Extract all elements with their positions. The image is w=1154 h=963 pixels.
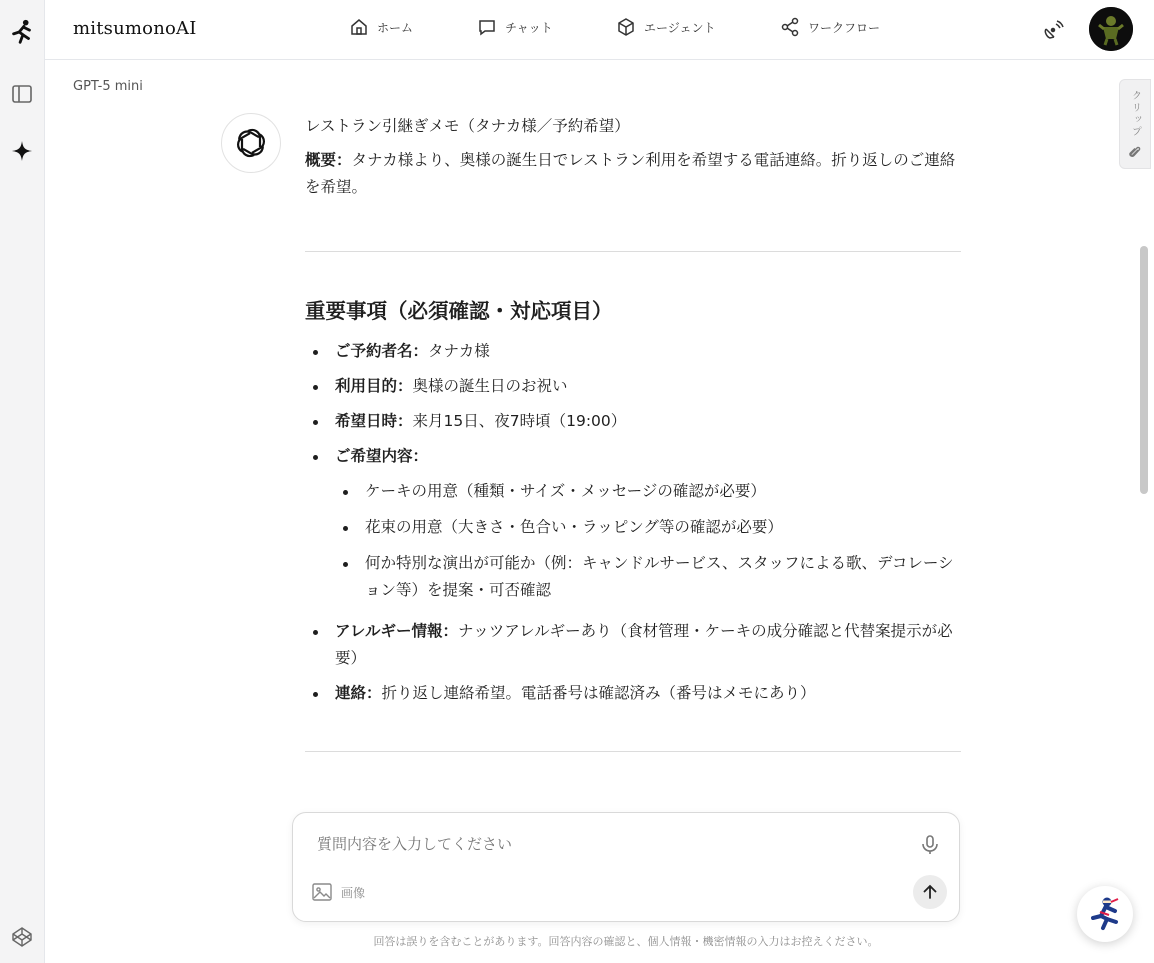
- nav-label: ワークフロー: [808, 20, 881, 35]
- chat-composer: [292, 812, 960, 922]
- chat-icon: [477, 17, 497, 37]
- item-label: 連絡：: [335, 684, 382, 702]
- clip-tab-label: クリップ: [1129, 90, 1141, 138]
- summary-text: タナカ様より、奥様の誕生日でレストラン利用を希望する電話連絡。折り返しのご連絡を希望。: [305, 151, 956, 196]
- nav-label: チャット: [505, 20, 553, 35]
- brand-name[interactable]: mitsumonoAI: [73, 18, 197, 39]
- assistant-message: [305, 113, 961, 752]
- sparkle-icon[interactable]: [8, 137, 36, 165]
- nav-workflow[interactable]: [780, 17, 880, 37]
- item-label: ご予約者名：: [335, 342, 429, 360]
- list-item: [305, 373, 961, 400]
- nav-label: ホーム: [377, 20, 414, 35]
- nav-home[interactable]: [349, 17, 413, 37]
- item-label: ご希望内容：: [335, 447, 429, 465]
- message-input[interactable]: [317, 835, 897, 853]
- requirements-list: [305, 338, 961, 707]
- summary: [305, 147, 961, 201]
- list-item: [305, 680, 961, 707]
- sub-list-item: ケーキの用意（種類・サイズ・メッセージの確認が必要）: [335, 478, 961, 505]
- arrow-up-icon: [921, 883, 939, 901]
- item-label: アレルギー情報：: [335, 622, 458, 640]
- send-button[interactable]: [913, 875, 947, 909]
- microphone-icon[interactable]: [918, 833, 942, 857]
- list-item: [305, 338, 961, 365]
- divider: [305, 251, 961, 252]
- ninja-mascot-icon: [1085, 894, 1125, 934]
- scrollbar-thumb[interactable]: [1140, 246, 1148, 494]
- item-label: 利用目的：: [335, 377, 413, 395]
- clip-tab[interactable]: [1119, 79, 1151, 169]
- openai-logo-icon: [232, 124, 270, 162]
- nav-label: エージェント: [644, 20, 716, 35]
- image-icon: [311, 881, 333, 903]
- satellite-icon[interactable]: [1039, 16, 1067, 44]
- help-ninja-button[interactable]: [1077, 886, 1133, 942]
- sub-list: [335, 478, 961, 604]
- section-heading: 重要事項（必須確認・対応項目）: [305, 299, 613, 323]
- item-value: 奥様の誕生日のお祝い: [412, 377, 568, 395]
- item-value: ナッツアレルギーあり（食材管理・ケーキの成分確認と代替案提示が必要）: [335, 622, 953, 667]
- item-value: 来月15日、夜7時頃（19:00）: [412, 412, 627, 430]
- divider: [305, 751, 961, 752]
- image-upload-button[interactable]: [311, 881, 365, 903]
- home-icon: [349, 17, 369, 37]
- codepen-icon[interactable]: [8, 923, 36, 951]
- paperclip-icon: [1128, 144, 1142, 160]
- top-header: [45, 0, 1154, 60]
- disclaimer: 回答は誤りを含むことがあります。回答内容の確認と、個人情報・機密情報の入力はお控えください。: [373, 935, 879, 948]
- image-button-label: 画像: [341, 885, 366, 900]
- item-value: タナカ様: [428, 342, 490, 360]
- left-rail: [0, 0, 45, 963]
- runner-logo-icon[interactable]: [8, 18, 36, 46]
- user-avatar[interactable]: [1089, 7, 1133, 51]
- sub-list-item: 何か特別な演出が可能か（例：キャンドルサービス、スタッフによる歌、デコレーション等）を提案・可否確認: [335, 550, 961, 604]
- list-item: [305, 618, 961, 672]
- item-label: 希望日時：: [335, 412, 413, 430]
- model-label[interactable]: GPT-5 mini: [73, 79, 143, 94]
- summary-label: 概要：: [305, 151, 352, 169]
- list-item: [305, 443, 961, 604]
- sub-list-item: 花束の用意（大きさ・色合い・ラッピング等の確認が必要）: [335, 514, 961, 541]
- nav-agent[interactable]: [616, 17, 716, 37]
- assistant-avatar: [221, 113, 281, 173]
- item-value: 折り返し連絡希望。電話番号は確認済み（番号はメモにあり）: [381, 684, 816, 702]
- sidebar-toggle-icon[interactable]: [8, 80, 36, 108]
- nav-chat[interactable]: [477, 17, 553, 37]
- list-item: [305, 408, 961, 435]
- share-nodes-icon: [780, 17, 800, 37]
- cube-icon: [616, 17, 636, 37]
- memo-title: レストラン引継ぎメモ（タナカ様／予約希望）: [305, 117, 630, 135]
